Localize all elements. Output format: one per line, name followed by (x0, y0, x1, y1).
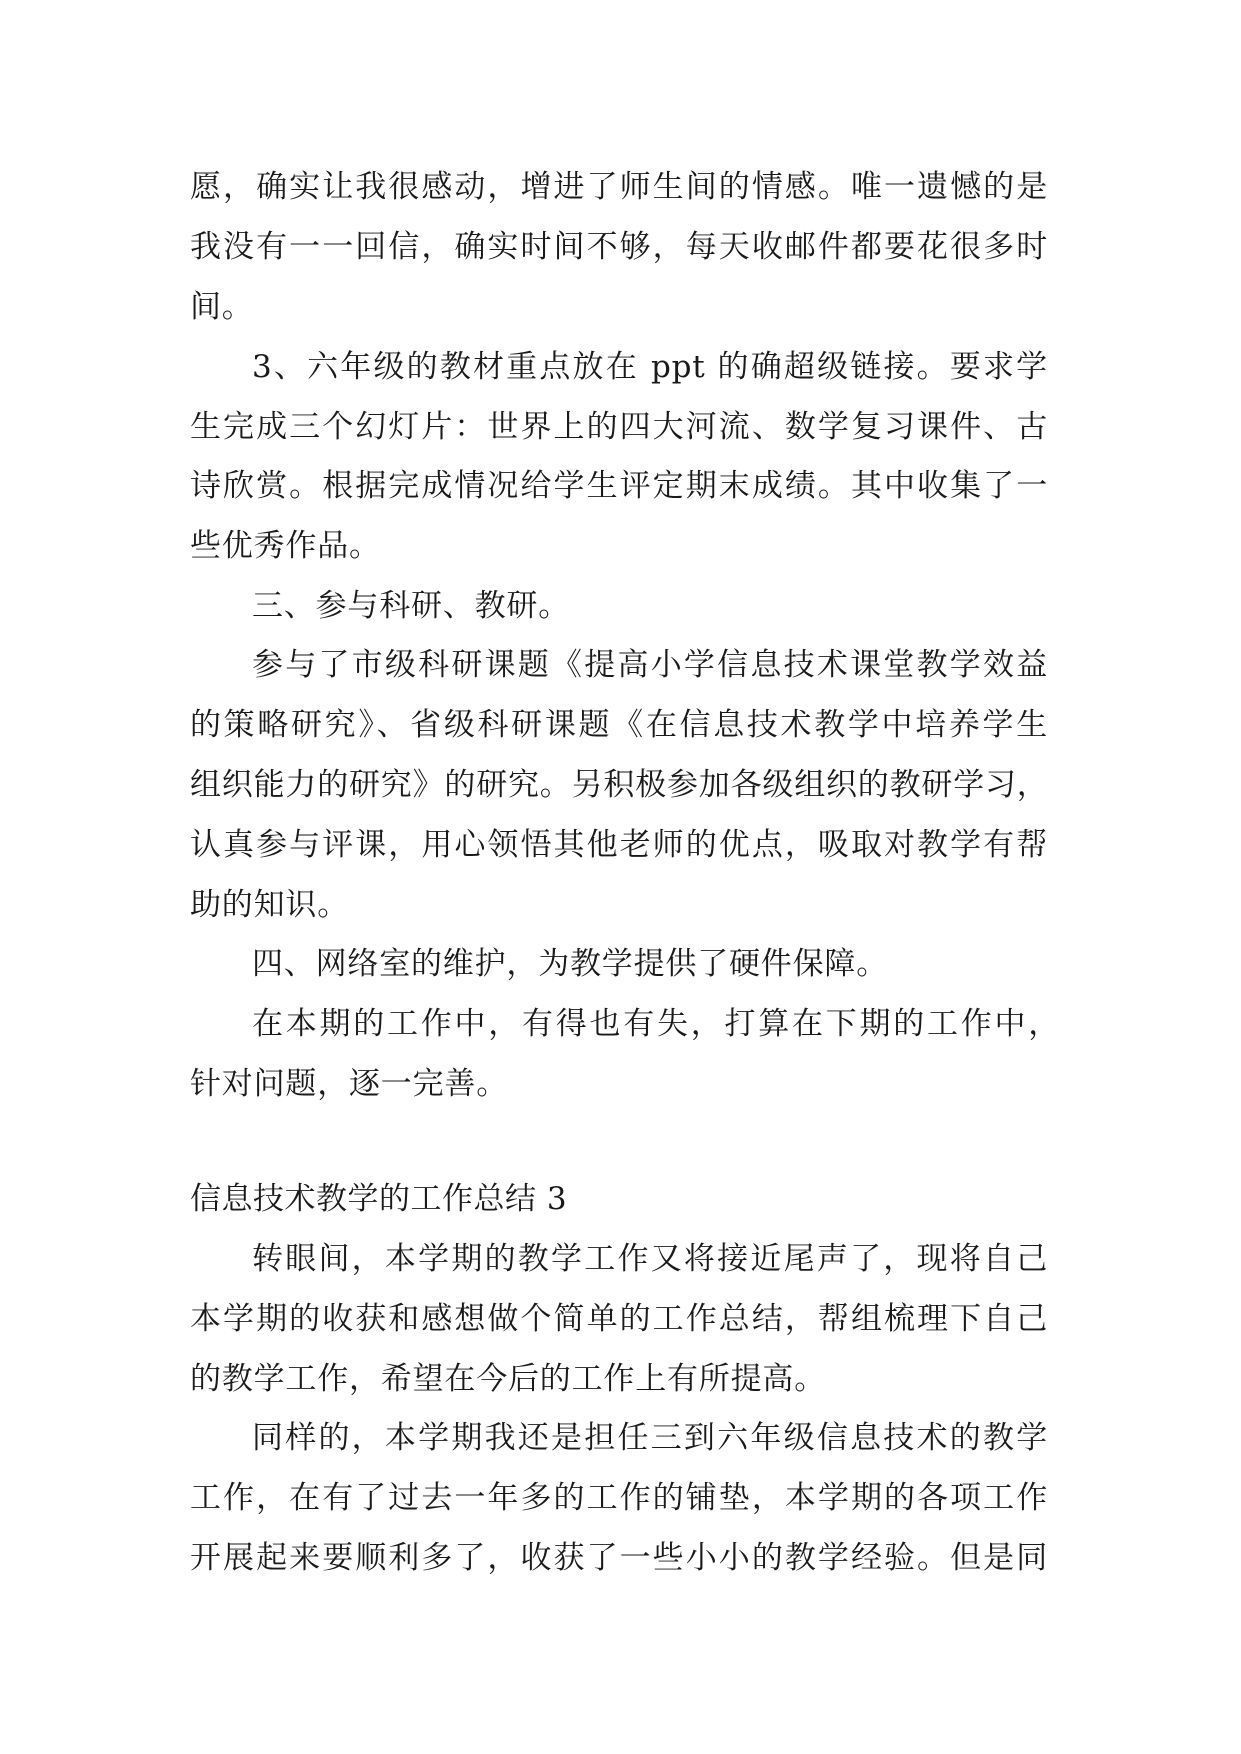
paragraph-line: 愿，确实让我很感动，增进了师生间的情感。唯一遗憾的是 (190, 169, 1048, 205)
article-title: 信息技术教学的工作总结 3 (190, 1181, 568, 1217)
paragraph-line: 开展起来要顺利多了，收获了一些小小的教学经验。但是同 (190, 1540, 1048, 1576)
paragraph-line: 组织能力的研究》的研究。另积极参加各级组织的教研学习， (190, 767, 1049, 803)
paragraph-line: 的教学工作，希望在今后的工作上有所提高。 (190, 1361, 826, 1397)
paragraph-line: 工作，在有了过去一年多的工作的铺垫，本学期的各项工作 (190, 1480, 1048, 1516)
paragraph-line: 在本期的工作中，有得也有失，打算在下期的工作中， (252, 1006, 1060, 1042)
section-heading: 三、参与科研、教研。 (252, 588, 570, 624)
paragraph-line: 转眼间，本学期的教学工作又将接近尾声了，现将自己 (252, 1241, 1048, 1277)
paragraph-line: 同样的，本学期我还是担任三到六年级信息技术的教学 (252, 1420, 1048, 1456)
paragraph-line: 参与了市级科研课题《提高小学信息技术课堂教学效益 (252, 647, 1048, 683)
paragraph-line: 间。 (190, 289, 254, 325)
paragraph-line: 认真参与评课，用心领悟其他老师的优点，吸取对教学有帮 (190, 827, 1048, 863)
paragraph-line: 助的知识。 (190, 887, 349, 923)
paragraph-line: 针对问题，逐一完善。 (190, 1066, 508, 1102)
paragraph-line: 些优秀作品。 (190, 528, 381, 564)
paragraph-line: 的策略研究》、省级科研课题《在信息技术教学中培养学生 (190, 707, 1048, 743)
paragraph-line: 诗欣赏。根据完成情况给学生评定期末成绩。其中收集了一 (190, 468, 1048, 504)
paragraph-line: 本学期的收获和感想做个简单的工作总结，帮组梳理下自己 (190, 1301, 1048, 1337)
paragraph-line: 3、六年级的教材重点放在 ppt 的确超级链接。要求学 (252, 349, 1048, 385)
paragraph-line: 生完成三个幻灯片：世界上的四大河流、数学复习课件、古 (190, 409, 1048, 445)
section-heading: 四、网络室的维护，为教学提供了硬件保障。 (252, 946, 888, 982)
paragraph-line: 我没有一一回信，确实时间不够，每天收邮件都要花很多时 (190, 229, 1048, 265)
